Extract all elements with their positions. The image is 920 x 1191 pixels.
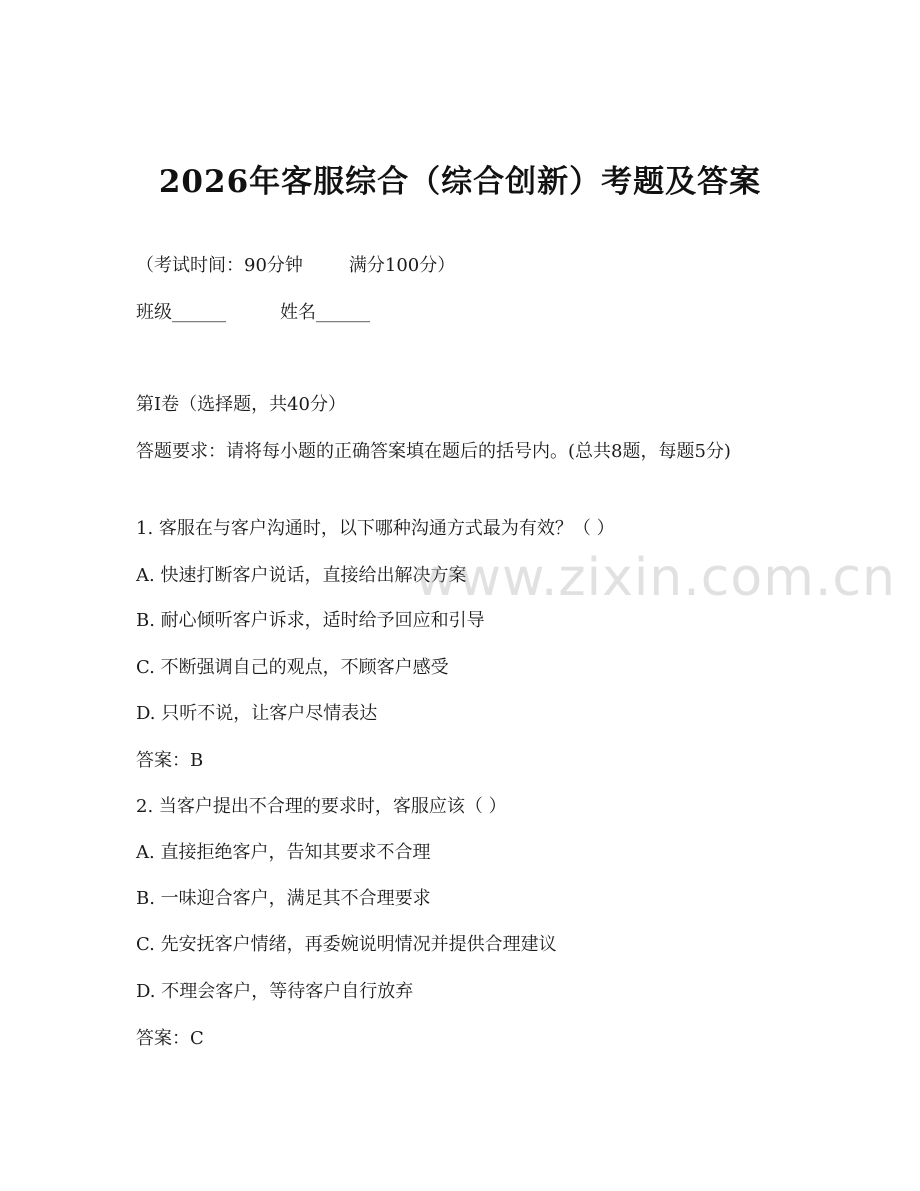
section-title: 第I卷（选择题，共40分）	[136, 394, 347, 415]
question-option: A. 快速打断客户说话，直接给出解决方案	[136, 565, 467, 586]
question-answer: 答案：B	[136, 750, 204, 771]
question-option: A. 直接拒绝客户，告知其要求不合理	[136, 842, 431, 863]
question-answer: 答案：C	[136, 1028, 204, 1049]
question-option: D. 不理会客户，等待客户自行放弃	[136, 981, 414, 1002]
document-title: 2026年客服综合（综合创新）考题及答案	[158, 164, 762, 200]
exam-info	[136, 253, 455, 279]
question-option: B. 一味迎合客户，满足其不合理要求	[136, 888, 431, 909]
site-watermark: www.zixin.com.cn	[415, 548, 896, 608]
question-stem: 2. 当客户提出不合理的要求时，客服应该（ ）	[136, 796, 507, 817]
exam-full-score: 满分100分）	[348, 255, 456, 276]
question-option: C. 先安抚客户情绪，再委婉说明情况并提供合理建议	[136, 934, 557, 955]
question-stem: 1. 客服在与客户沟通时，以下哪种沟通方式最为有效？（ ）	[136, 518, 615, 539]
question-option: D. 只听不说，让客户尽情表达	[136, 703, 378, 724]
name-field: 姓名______	[280, 302, 370, 323]
student-fields	[136, 300, 370, 326]
question-option: B. 耐心倾听客户诉求，适时给予回应和引导	[136, 610, 485, 631]
class-field: 班级______	[136, 302, 226, 323]
question-option: C. 不断强调自己的观点，不顾客户感受	[136, 657, 449, 678]
exam-time: （考试时间：90分钟	[136, 255, 303, 276]
section-requirement: 答题要求：请将每小题的正确答案填在题后的括号内。(总共8题，每题5分)	[136, 441, 731, 462]
